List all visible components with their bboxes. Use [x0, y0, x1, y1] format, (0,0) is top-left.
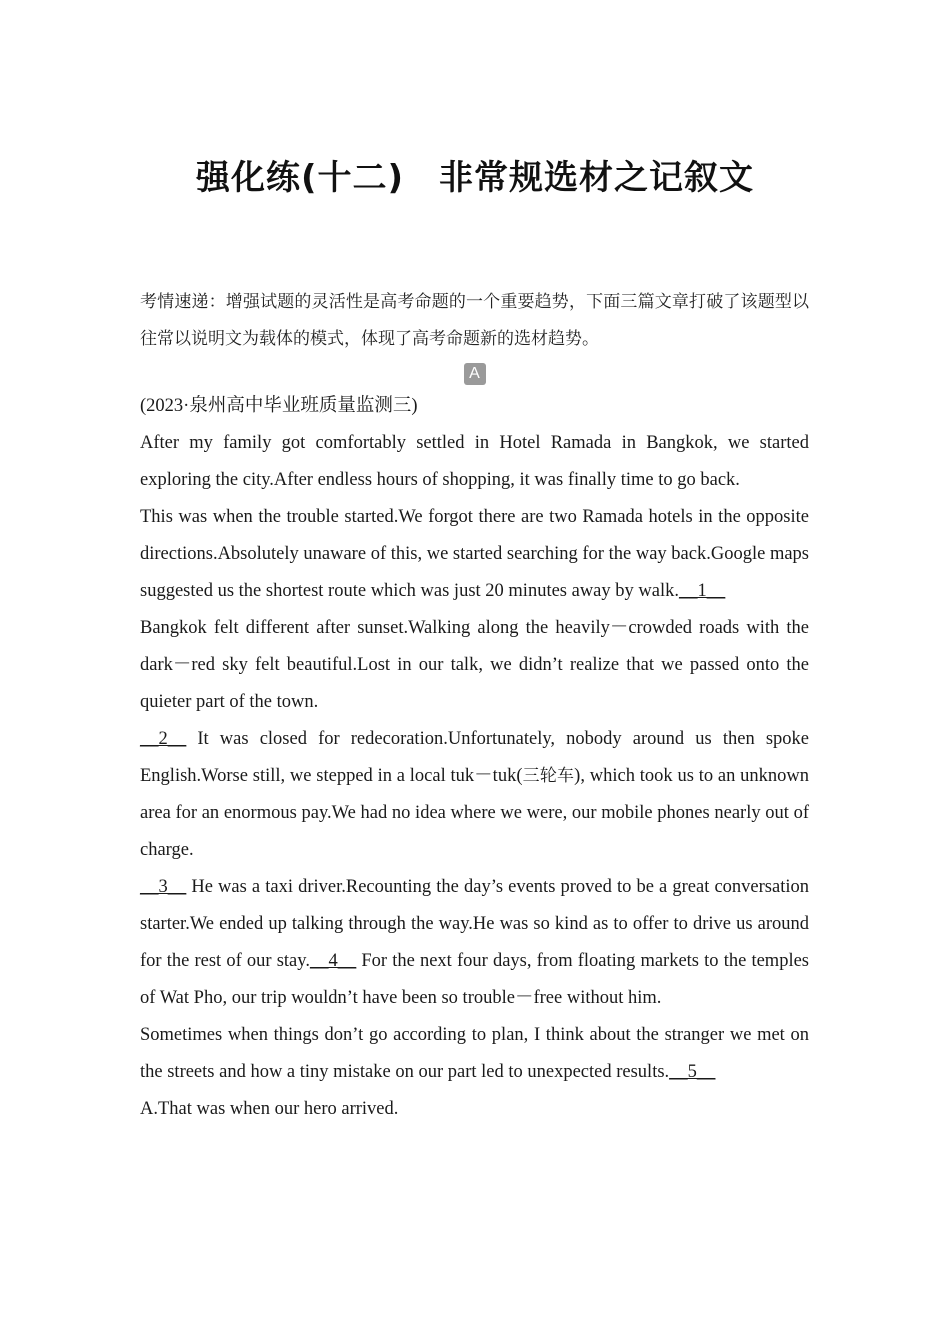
page-title: 强化练(十二) 非常规选材之记叙文	[195, 158, 755, 198]
source-citation	[140, 388, 809, 425]
intro-text: 增强试题的灵活性是高考命题的一个重要趋势，下面三篇文章打破了该题型以往常以说明文为载体的模式，体现了高考命题新的选材趋势。	[140, 292, 810, 349]
paragraph-5-text-b: For the next four days, from floating markets to the temples of Wat Pho, our trip wouldn’t have been so trouble－free without him.	[140, 951, 809, 1008]
section-badge-row	[140, 358, 809, 388]
paragraph-4-cjk-gloss: 三轮车	[522, 766, 575, 786]
intro-paragraph	[140, 284, 809, 358]
paragraph-4-text-a: It was closed for redecoration.Unfortunately, nobody around us then spoke English.Worse still, we stepped in a local tuk－tuk(	[140, 729, 809, 786]
blank-4: __4__	[309, 951, 357, 971]
passage-paragraph-5	[140, 869, 809, 1017]
option-a: A.That was when our hero arrived.	[140, 1099, 399, 1119]
paragraph-4-text-b: ), which took us to an unknown area for an enormous pay.We had no idea where we were, our mobile phones nearly out of charge.	[140, 766, 809, 860]
section-badge: A	[464, 363, 486, 385]
paragraph-5-text-a: He was a taxi driver.Recounting the day’s events proved to be a great conversation starter.We ended up talking through the way.He was so kind as to offer to drive us around for the rest of our stay.	[140, 877, 809, 971]
paragraph-6-text: Sometimes when things don’t go according to plan, I think about the stranger we met on the streets and how a tiny mistake on our part led to unexpected results.	[140, 1025, 809, 1082]
blank-3: __3__	[140, 877, 187, 897]
passage-paragraph-3: Bangkok felt different after sunset.Walking along the heavily－crowded roads with the dark－red sky felt beautiful.Lost in our talk, we didn’t realize that we passed onto the quieter part of the town.	[140, 618, 809, 712]
blank-1: __1__	[678, 581, 726, 601]
passage-paragraph-2	[140, 499, 809, 610]
blank-2: __2__	[140, 729, 187, 749]
passage-paragraph-6	[140, 1017, 809, 1091]
source-text: (2023·泉州高中毕业班质量监测三)	[140, 396, 418, 416]
blank-5: __5__	[669, 1062, 716, 1082]
passage-paragraph-4	[140, 721, 809, 869]
passage-paragraph-1: After my family got comfortably settled in Hotel Ramada in Bangkok, we started exploring the city.After endless hours of shopping, it was finally time to go back.	[140, 433, 809, 490]
intro-label: 考情速递：	[140, 292, 226, 312]
document-body	[140, 284, 809, 1128]
paragraph-2-text: This was when the trouble started.We forgot there are two Ramada hotels in the opposite directions.Absolutely unaware of this, we started searching for the way back.Google maps suggested us the shortest route which was just 20 minutes away by walk.	[140, 507, 809, 601]
